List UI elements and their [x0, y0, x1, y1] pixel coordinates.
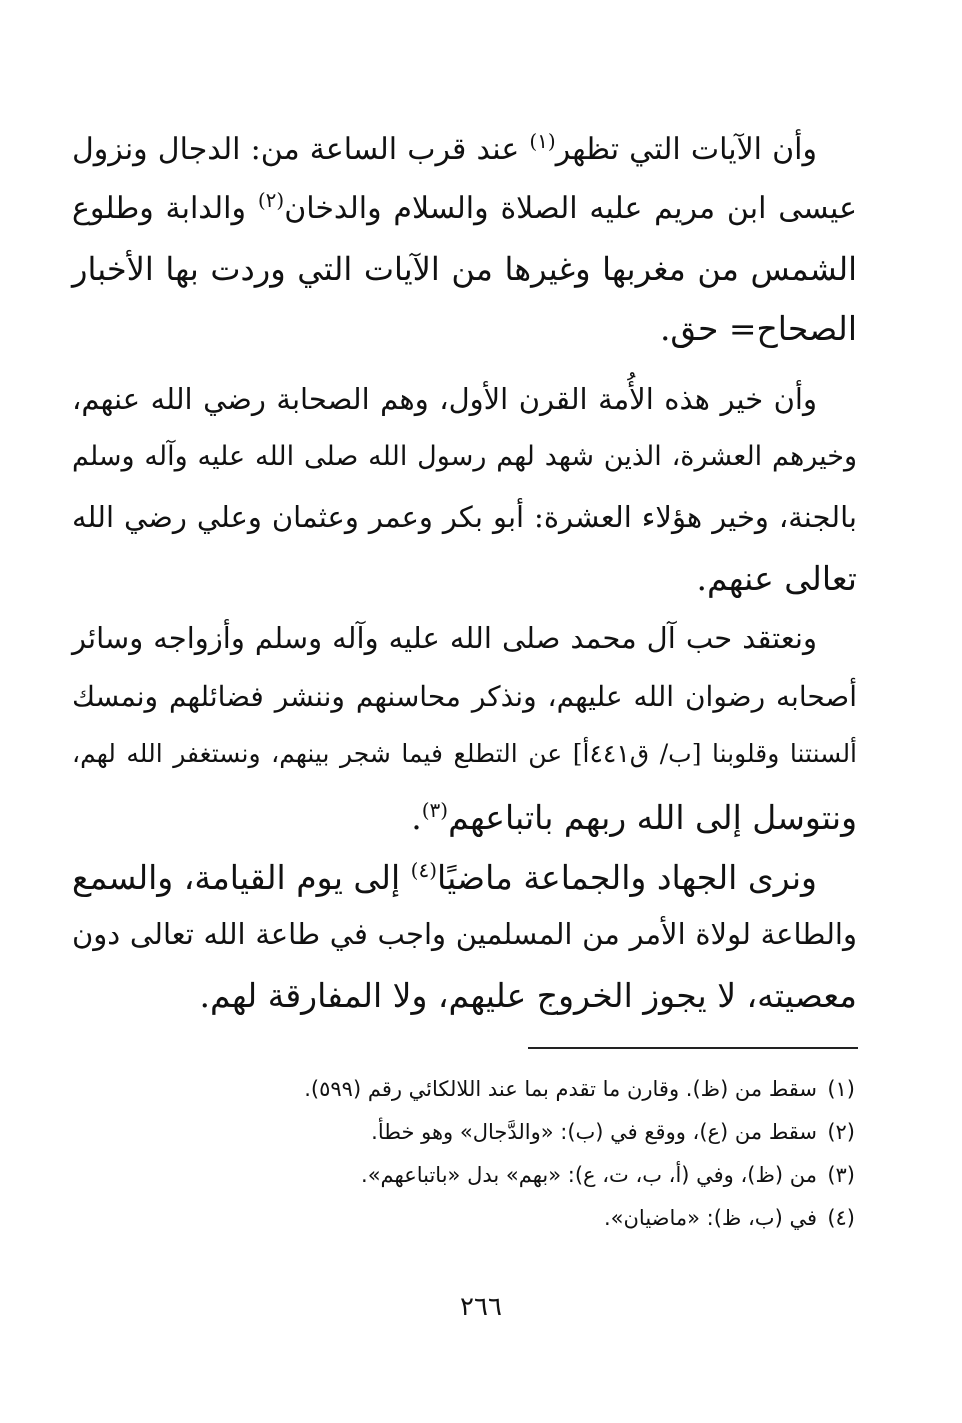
- footnote-text: سقط من (ع)، ووقع في (ب): «والدَّجال» وهو خطأ.: [371, 1120, 817, 1144]
- footnote-number: (٣): [827, 1163, 855, 1187]
- text-line: أصحابه رضوان الله عليهم، ونذكر محاسنهم وننشر فضائلهم ونمسك: [72, 680, 857, 713]
- footnote-ref: (٣): [421, 798, 449, 822]
- footnote-ref: (٢): [257, 188, 285, 212]
- paragraph-signs-of-the-hour: [72, 129, 857, 368]
- footnotes: [200, 1068, 855, 1240]
- footnote-number: (٤): [827, 1206, 855, 1230]
- text-line: الصحاح= حق.: [659, 309, 857, 348]
- footnote-item: [200, 1111, 855, 1154]
- paragraph-best-of-ummah: [72, 382, 857, 618]
- footnote-separator: [528, 1047, 858, 1049]
- page-number: ٢٦٦: [460, 1292, 502, 1322]
- paragraph-jihad-and-obedience: [72, 858, 857, 1035]
- footnote-ref: (١): [529, 129, 556, 153]
- text-line: والطاعة لولاة الأمر من المسلمين واجب في طاعة الله تعالى دون: [72, 917, 857, 951]
- footnote-number: (١): [827, 1077, 855, 1101]
- text-line: ونتوسل إلى الله ربهم باتباعهم$^{(٣)}$.: [411, 798, 857, 837]
- text-line: ونعتقد حب آل محمد صلى الله عليه وآله وسلم وأزواجه وسائر: [72, 621, 817, 655]
- text-line: الشمس من مغربها وغيرها من الآيات التي وردت بها الأخبار: [72, 250, 857, 288]
- text-line: ألسنتنا وقلوبنا [ب/ ق٤٤١أ] عن التطلع فيما شجر بينهم، ونستغفر الله لهم،: [72, 739, 858, 768]
- paragraph-love-of-ahl-al-bayt: [72, 621, 857, 857]
- footnote-text: سقط من (ظ). وقارن ما تقدم بما عند اللالكائي رقم (٥٩٩).: [304, 1077, 817, 1101]
- footnote-item: [200, 1197, 855, 1240]
- text-line: بالجنة، وخير هؤلاء العشرة: أبو بكر وعمر وعثمان وعلي رضي الله: [72, 500, 857, 534]
- text-line: تعالى عنهم.: [696, 559, 857, 598]
- text-line: وأن الآيات التي تظهر$^{(١)}$ عند قرب الساعة من: الدجال ونزول: [72, 129, 817, 167]
- footnote-text: في (ب، ظ): «ماضيان».: [603, 1206, 817, 1230]
- text-line: عيسى ابن مريم عليه الصلاة والسلام والدخان$^{(٢)}$ والدابة وطلوع: [72, 188, 857, 226]
- text-line: معصيته، لا يجوز الخروج عليهم، ولا المفارقة لهم.: [199, 976, 857, 1015]
- footnote-ref: (٤): [410, 858, 438, 882]
- footnote-item: [200, 1154, 855, 1197]
- footnote-number: (٢): [827, 1120, 855, 1144]
- text-line: وخيرهم العشرة، الذين شهد لهم رسول الله صلى الله عليه وآله وسلم: [72, 441, 857, 472]
- footnote-text: من (ظ)، وفي (أ، ب، ت، ع): «بهم» بدل «باتباعهم».: [361, 1163, 817, 1187]
- text-line: ونرى الجهاد والجماعة ماضيًا$^{(٤)}$ إلى يوم القيامة، والسمع: [72, 858, 817, 897]
- footnote-item: [200, 1068, 855, 1111]
- text-line: وأن خير هذه الأُمة القرن الأول، وهم الصحابة رضي الله عنهم،: [72, 382, 817, 416]
